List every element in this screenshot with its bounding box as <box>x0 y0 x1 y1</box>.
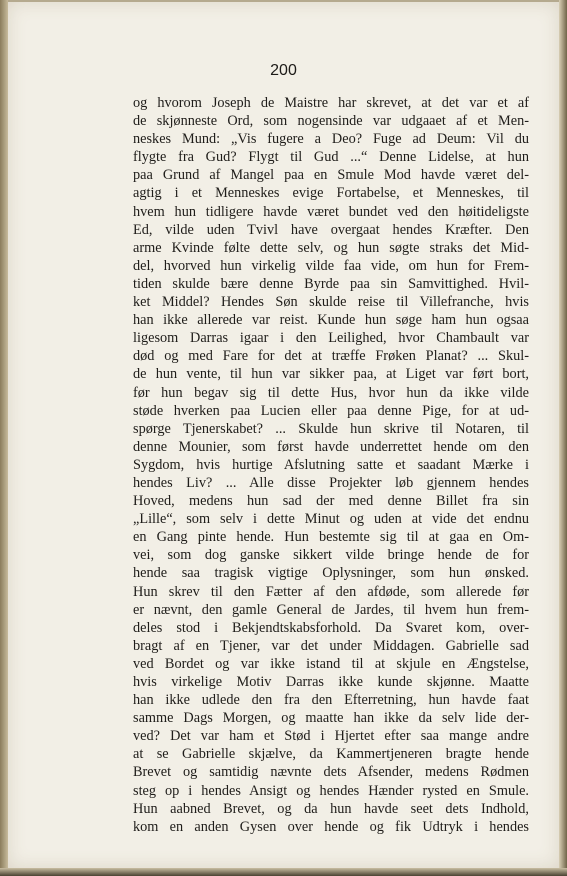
text-line: Sygdom, hvis hurtige Afslutning satte et saadant Mærke i <box>133 456 529 473</box>
text-line: at se Gabrielle skjælve, da Kammertjeneren bragte hende <box>133 746 529 763</box>
text-line: før hun begav sig til dette Hus, hvor hun da ikke vilde <box>133 384 529 401</box>
text-line: steg op i hendes Ansigt og hendes Hænder rysted en Smule. <box>133 782 529 799</box>
text-line: Hun aabned Brevet, og da hun havde seet dets Indhold, <box>133 800 529 817</box>
text-line: kom en anden Gysen over hende og fik Udtryk i hendes <box>133 818 529 835</box>
text-line: ligesom Darras igaar i den Leilighed, hvor Chambault var <box>133 330 529 347</box>
text-line: vei, som dog ganske sikkert vilde bringe hende de for <box>133 547 529 564</box>
text-line: er nævnt, den gamle General de Jardes, til hvem hun frem- <box>133 601 529 618</box>
book-spine-shadow <box>0 0 8 876</box>
text-line: de skjønneste Ord, som nogensinde var udgaaet af et Men- <box>133 113 529 130</box>
text-line: tiden skulde bære denne Byrde paa sin Samvittighed. Hvil- <box>133 275 529 292</box>
text-line: flygte fra Gud? Flygt til Gud ...“ Denne Lidelse, at hun <box>133 149 529 166</box>
page-number: 200 <box>270 62 297 79</box>
text-line: ket Middel? Hendes Søn skulde reise til Villefranche, hvis <box>133 294 529 311</box>
text-line: hendes Liv? ... Alle disse Projekter løb gjennem hendes <box>133 474 529 491</box>
page-edge-bottom <box>0 868 567 876</box>
text-line: paa Grund af Mangel paa en Smule Mod havde været del- <box>133 167 529 184</box>
text-line: bragt af en Tjener, var det under Middagen. Gabrielle sad <box>133 637 529 654</box>
text-line: del, hvorved hun virkelig vilde faa vide, om hun for Frem- <box>133 257 529 274</box>
text-line: neskes Mund: „Vis fugere a Deo? Fuge ad Deum: Vil du <box>133 131 529 148</box>
text-line: Hun skrev til den Fætter af den afdøde, som allerede før <box>133 583 529 600</box>
text-line: en Gang pinte hende. Hun bestemte sig til at gaa en Om- <box>133 529 529 546</box>
text-line: Brevet og samtidig nævnte dets Afsender, medens Rødmen <box>133 764 529 781</box>
text-line: hvem hun tidligere havde været bundet ved den høitideligste <box>133 203 529 220</box>
text-line: han ikke udlede den fra den Efterretning, hun havde faat <box>133 692 529 709</box>
text-line: hvis virkelige Motiv Darras ikke kunde skjønne. Maatte <box>133 674 529 690</box>
text-line: de hun vente, til hun var sikker paa, at Liget var ført bort, <box>133 366 529 383</box>
text-line: „Lille“, som selv i dette Minut og uden at vide det endnu <box>133 511 529 528</box>
text-line: støde hverken paa Lucien eller paa denne Pige, for at ud- <box>133 402 529 419</box>
text-line: arme Kvinde følte dette selv, og hun søgte straks det Mid- <box>133 239 529 256</box>
text-line: denne Mounier, som først havde underrettet hende om den <box>133 438 529 455</box>
text-line: spørge Tjenerskabet? ... Skulde hun skrive til Notaren, til <box>133 420 529 437</box>
text-line: hende saa tragisk vigtige Oplysninger, som hun ønsked. <box>133 565 529 582</box>
body-text <box>133 94 529 836</box>
text-line: agtig i et Menneskes evige Fortabelse, et Menneskes, til <box>133 185 529 202</box>
page-edge-right <box>559 0 567 876</box>
text-line: Hoved, medens hun sad der med denne Billet fra sin <box>133 493 529 510</box>
text-line: samme Dags Morgen, og maatte han ikke da selv lide der- <box>133 710 529 727</box>
text-line: ved? Det var ham et Stød i Hjertet efter saa mange andre <box>133 728 529 745</box>
text-line: Ed, vilde uden Tvivl have overgaat hendes Kræfter. Den <box>133 221 529 238</box>
text-line: ved Bordet og var ikke istand til at skjule en Ængstelse, <box>133 655 529 672</box>
text-line: deles stod i Bekjendtskabsforhold. Da Svaret kom, over- <box>133 619 529 636</box>
text-line: og hvorom Joseph de Maistre har skrevet, at det var et af <box>133 95 529 111</box>
text-line: død og med Fare for det at træffe Frøken Planat? ... Skul- <box>133 348 529 365</box>
text-line: han ikke allerede var reist. Kunde hun søge ham hun ogsaa <box>133 312 529 329</box>
book-page <box>8 2 559 868</box>
